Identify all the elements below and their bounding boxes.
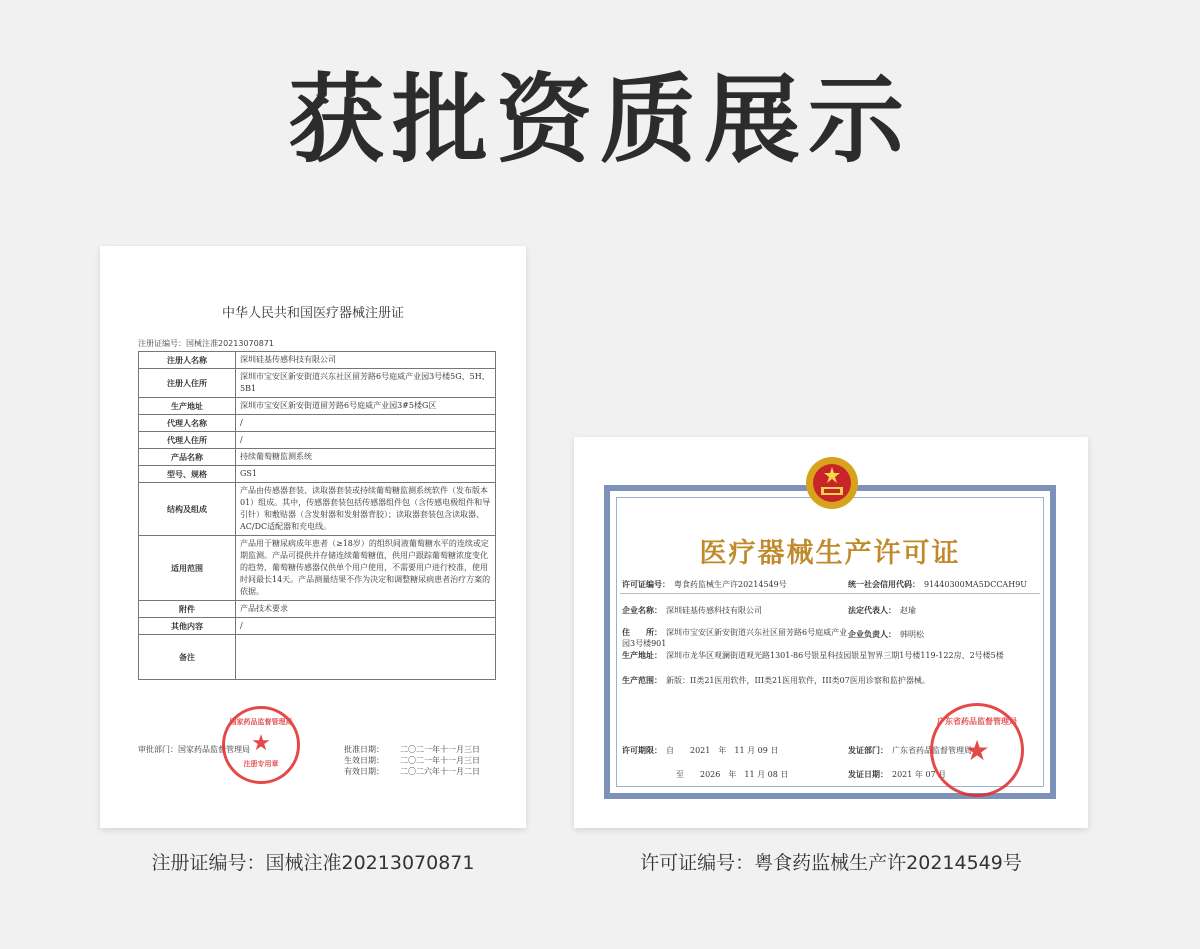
scope-field (622, 675, 930, 686)
principal-label: 企业负责人： (848, 629, 896, 639)
table-row (139, 369, 496, 398)
issue-date-field (848, 769, 946, 780)
table-row (139, 352, 496, 369)
issue-date-value: 2021 年 07 月 (892, 770, 947, 779)
row-label: 备注 (139, 635, 236, 680)
production-address-value: 深圳市龙华区观澜街道观光路1301-86号银星科技园银星智界三期1号楼119-122房、2号楼5楼 (666, 651, 1004, 660)
registration-certificate (110, 258, 516, 818)
effective-date-value: 二〇二一年十一月三日 (400, 756, 480, 765)
table-row (139, 449, 496, 466)
credit-code-label: 统一社会信用代码： (848, 579, 920, 589)
table-row (139, 432, 496, 449)
valid-from-value: 自 2021 年 11 月 09 日 (666, 746, 779, 755)
expiry-date-value: 二〇二六年十一月二日 (400, 767, 480, 776)
row-label: 适用范围 (139, 536, 236, 601)
stamp-star-icon: ★ (251, 731, 271, 756)
row-label: 生产地址 (139, 398, 236, 415)
valid-to-value: 至 2026 年 11 月 08 日 (676, 770, 789, 779)
license-title: 医疗器械生产许可证 (699, 538, 961, 569)
table-row (139, 536, 496, 601)
credit-code-field (848, 579, 1027, 590)
valid-to-field (676, 769, 788, 780)
registration-certificate-card (100, 246, 526, 828)
residence-field (622, 627, 848, 649)
national-emblem-icon (804, 455, 860, 511)
issuer-value: 广东省药品监督管理局 (892, 746, 972, 755)
table-row (139, 415, 496, 432)
row-value: 深圳硅基传感科技有限公司 (236, 352, 496, 369)
license-stamp-star-icon: ★ (964, 734, 990, 767)
table-row (139, 601, 496, 618)
table-row (139, 398, 496, 415)
expiry-date-label: 有效日期： (344, 767, 384, 776)
license-number-label: 许可证编号： (622, 579, 670, 589)
valid-from-field (622, 745, 778, 756)
production-license-card (574, 437, 1088, 828)
table-row (139, 466, 496, 483)
license-number-value: 粤食药监械生产许20214549号 (674, 580, 787, 589)
row-label: 结构及组成 (139, 483, 236, 536)
company-value: 深圳硅基传感科技有限公司 (666, 606, 762, 615)
left-caption: 注册证编号：国械注准20213070871 (151, 852, 475, 874)
page-headline: 获批资质展示 (288, 64, 912, 176)
row-value: / (236, 432, 496, 449)
issuer-label: 发证部门： (848, 745, 888, 755)
row-value: 深圳市宝安区新安街道兴东社区留芳路6号庭威产业园3号楼5G、5H、5B1 (236, 369, 496, 398)
scope-value: 新版：II类21医用软件，III类21医用软件，III类07医用诊察和监护器械。 (666, 676, 930, 685)
license-stamp-text: 广东省药品监督管理局 (937, 717, 1017, 726)
company-field (622, 605, 762, 616)
production-address-field (622, 650, 1038, 661)
table-row (139, 618, 496, 635)
row-value: / (236, 415, 496, 432)
row-value: 产品用于糖尿病成年患者（≥18岁）的组织间液葡萄糖水平的连续或定期监测。产品可提供并存储连续葡萄糖值，供用户跟踪葡萄糖浓度变化的趋势，葡萄糖传感器仅供单个用户使用，不需要用户进行校准，使用时间最长14天。产品测量结果不作为决定和调整糖尿病患者治疗方案的依据。 (236, 536, 496, 601)
row-label: 注册人住所 (139, 369, 236, 398)
row-value: 持续葡萄糖监测系统 (236, 449, 496, 466)
row-label: 注册人名称 (139, 352, 236, 369)
row-label: 产品名称 (139, 449, 236, 466)
legal-rep-value: 赵瑜 (900, 606, 916, 615)
row-label: 其他内容 (139, 618, 236, 635)
row-value: GS1 (236, 466, 496, 483)
scope-label: 生产范围： (622, 675, 662, 685)
row-label: 型号、规格 (139, 466, 236, 483)
issue-date-label: 发证日期： (848, 769, 888, 779)
principal-value: 韩明松 (900, 630, 924, 639)
stamp-subtext: 注册专用章 (243, 760, 279, 768)
legal-rep-field (848, 605, 916, 616)
table-row (139, 483, 496, 536)
license-number-field (622, 579, 787, 590)
company-label: 企业名称： (622, 605, 662, 615)
residence-value: 深圳市宝安区新安街道兴东社区留芳路6号庭威产业园3号楼901 (622, 628, 848, 648)
row-value: 深圳市宝安区新安街道留芳路6号庭威产业园3#5楼G区 (236, 398, 496, 415)
row-value: / (236, 618, 496, 635)
license-stamp (930, 703, 1024, 797)
credit-code-value: 91440300MA5DCCAH9U (924, 580, 1028, 589)
legal-rep-label: 法定代表人： (848, 605, 896, 615)
certificate-number: 注册证编号：国械注准20213070871 (138, 339, 274, 348)
row-label: 代理人名称 (139, 415, 236, 432)
valid-label: 许可期限： (622, 745, 662, 755)
row-label: 代理人住所 (139, 432, 236, 449)
certificate-title: 中华人民共和国医疗器械注册证 (221, 306, 404, 321)
row-value: 产品技术要求 (236, 601, 496, 618)
residence-label: 住 所： (622, 627, 662, 637)
row-value (236, 635, 496, 680)
effective-date-label: 生效日期： (344, 756, 384, 765)
table-row (139, 635, 496, 680)
production-address-label: 生产地址： (622, 650, 662, 660)
approval-date-label: 批准日期： (344, 745, 384, 754)
right-caption: 许可证编号：粤食药监械生产许20214549号 (640, 852, 1022, 874)
row-value: 产品由传感器套装、读取器套装或持续葡萄糖监测系统软件（发布版本01）组成。其中，传感器套装包括传感器组件包（含传感电极组件和导引针）和敷贴器（含发射器和发射器背胶）；读取器套装包含读取器、AC/DC适配器和充电线。 (236, 483, 496, 536)
approval-department: 审批部门：国家药品监督管理局 (138, 745, 250, 754)
certificate-dates (138, 744, 496, 777)
row-label: 附件 (139, 601, 236, 618)
certificate-table (138, 351, 496, 680)
principal-field (848, 629, 924, 640)
stamp-text: 国家药品监督管理局 (229, 718, 293, 726)
registration-stamp (222, 706, 300, 784)
approval-date-value: 二〇二一年十一月三日 (400, 745, 480, 754)
